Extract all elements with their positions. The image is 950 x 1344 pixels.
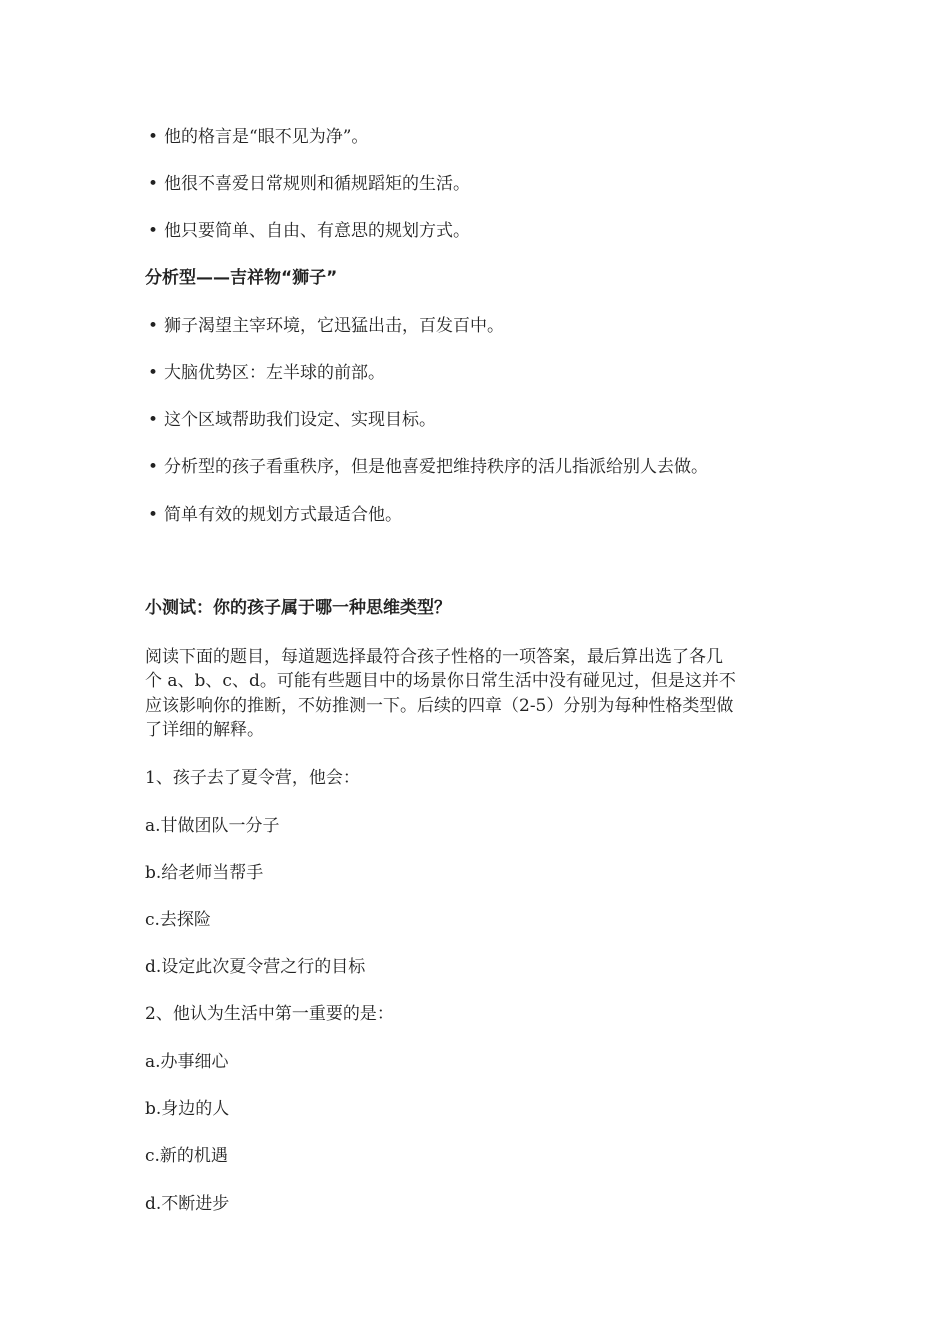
bullet-text: 简单有效的规划方式最适合他。 [164,505,402,525]
quiz-heading: 小测试：你的孩子属于哪一种思维类型？ [145,598,451,618]
quiz-intro-line: 应该影响你的推断，不妨推测一下。后续的四章（2-5）分别为每种性格类型做 [145,696,734,716]
quiz-intro-line: 阅读下面的题目，每道题选择最符合孩子性格的一项答案，最后算出选了各几 [145,647,723,667]
bullet-text: 分析型的孩子看重秩序，但是他喜爱把维持秩序的活儿指派给别人去做。 [164,457,708,477]
question-prompt: 2、他认为生活中第一重要的是： [145,1004,394,1024]
bullet-text: 这个区域帮助我们设定、实现目标。 [164,410,436,430]
question-option: b.给老师当帮手 [145,863,264,883]
bullet-text: 狮子渴望主宰环境，它迅猛出击，百发百中。 [164,316,504,336]
bullet-item [148,455,708,479]
question-option: c.去探险 [145,910,211,930]
bullet-item [148,314,504,338]
bullet-item [148,219,470,243]
bullet-text: 他很不喜爱日常规则和循规蹈矩的生活。 [164,174,470,194]
bullet-text: 大脑优势区：左半球的前部。 [164,363,385,383]
quiz-intro-line: 个 a、b、c、d。可能有些题目中的场景你日常生活中没有碰见过，但是这并不 [145,671,736,691]
bullet-dot: • [148,457,159,477]
bullet-item [148,408,436,432]
bullet-item [148,503,402,527]
bullet-item [148,361,385,385]
bullet-item [148,125,368,149]
bullet-dot: • [148,174,159,194]
bullet-dot: • [148,316,159,336]
bullet-dot: • [148,363,159,383]
question-prompt: 1、孩子去了夏令营，他会： [145,768,360,788]
bullet-dot: • [148,221,159,241]
question-option: a.甘做团队一分子 [145,816,280,836]
bullet-dot: • [148,410,159,430]
bullet-dot: • [148,127,159,147]
bullet-text: 他的格言是“眼不见为净”。 [164,127,369,147]
question-option: d.设定此次夏令营之行的目标 [145,957,366,977]
question-option: a.办事细心 [145,1052,229,1072]
bullet-text: 他只要简单、自由、有意思的规划方式。 [164,221,470,241]
question-option: d.不断进步 [145,1194,230,1214]
question-option: c.新的机遇 [145,1146,228,1166]
quiz-intro-line: 了详细的解释。 [145,720,264,740]
question-option: b.身边的人 [145,1099,230,1119]
section-heading-analytic: 分析型——吉祥物“狮子” [145,268,338,288]
bullet-item [148,172,470,196]
bullet-dot: • [148,505,159,525]
